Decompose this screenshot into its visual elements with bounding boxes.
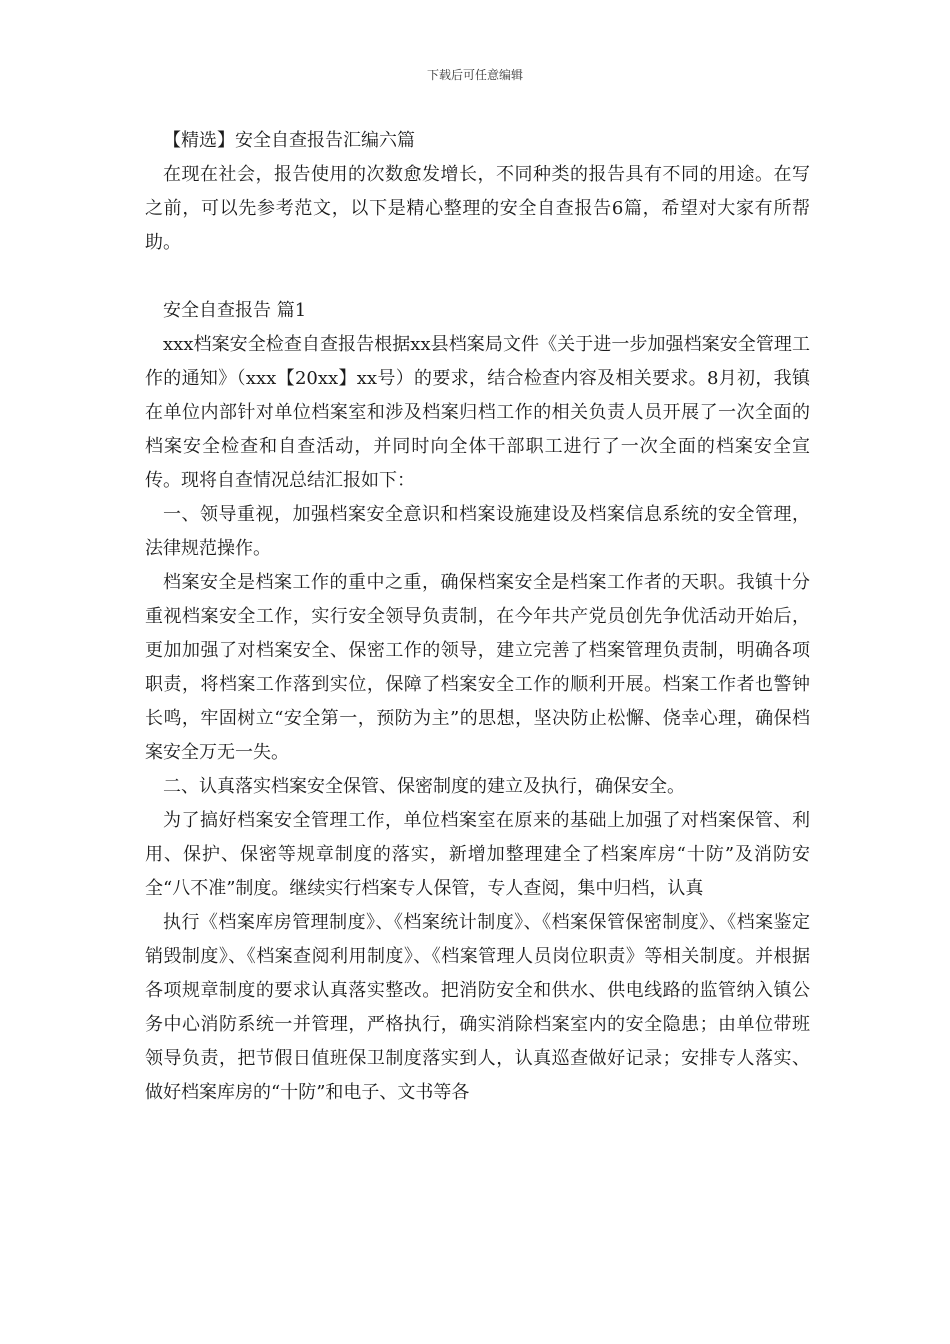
blank-line [145,260,810,294]
body-paragraph: 为了搞好档案安全管理工作，单位档案室在原来的基础上加强了对档案保管、利用、保护、保密等规章制度的落实，新增加整理建全了档案库房“十防”及消防安全“八不准”制度。继续实行档案专人保管，专人查阅，集中归档，认真 [145,810,810,899]
section-heading: 安全自查报告 篇1 [163,300,307,321]
body-paragraph: xxx档案安全检查自查报告根据xx县档案局文件《关于进一步加强档案安全管理工作的通知》（xxx【20xx】xx号）的要求，结合检查内容及相关要求。8月初，我镇在单位内部针对单位档案室和涉及档案归档工作的相关负责人员开展了一次全面的档案安全检查和自查活动，并同时向全体干部职工进行了一次全面的档案安全宣传。现将自查情况总结汇报如下： [145,334,810,491]
document-body [145,124,810,1110]
page-header-note: 下载后可任意编辑 [426,68,523,82]
document-title: 【精选】安全自查报告汇编六篇 [163,130,415,151]
body-paragraph: 二、认真落实档案安全保管、保密制度的建立及执行，确保安全。 [163,776,685,797]
body-paragraph: 档案安全是档案工作的重中之重，确保档案安全是档案工作者的天职。我镇十分重视档案安全工作，实行安全领导负责制，在今年共产党员创先争优活动开始后，更加加强了对档案安全、保密工作的领导，建立完善了档案管理负责制，明确各项职责，将档案工作落到实位，保障了档案安全工作的顺利开展。档案工作者也警钟长鸣，牢固树立“安全第一，预防为主”的思想，坚决防止松懈、侥幸心理，确保档案安全万无一失。 [145,572,810,763]
body-paragraph: 执行《档案库房管理制度》、《档案统计制度》、《档案保管保密制度》、《档案鉴定销毁制度》、《档案查阅利用制度》、《档案管理人员岗位职责》等相关制度。并根据各项规章制度的要求认真落实整改。把消防安全和供水、供电线路的监管纳入镇公务中心消防系统一并管理，严格执行，确实消除档案室内的安全隐患；由单位带班领导负责，把节假日值班保卫制度落实到人，认真巡查做好记录；安排专人落实、做好档案库房的“十防”和电子、文书等各 [145,912,810,1103]
body-paragraph: 一、领导重视，加强档案安全意识和档案设施建设及档案信息系统的安全管理，法律规范操作。 [145,504,810,559]
intro-paragraph: 在现在社会，报告使用的次数愈发增长，不同种类的报告具有不同的用途。在写之前，可以先参考范文，以下是精心整理的安全自查报告6篇，希望对大家有所帮助。 [145,164,810,253]
